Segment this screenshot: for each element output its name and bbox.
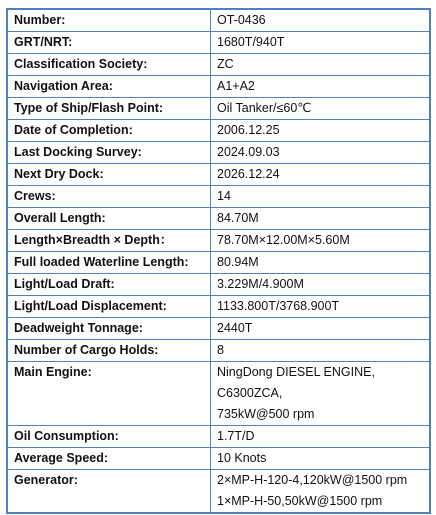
spec-value — [211, 164, 430, 186]
spec-row — [8, 208, 429, 230]
spec-row — [8, 274, 429, 296]
spec-value-line: OT-0436 — [217, 13, 266, 27]
spec-row — [8, 76, 429, 98]
spec-value-line: 78.70M×12.00M×5.60M — [217, 233, 350, 247]
spec-row — [8, 10, 429, 32]
spec-value-line: 1.7T/D — [217, 429, 255, 443]
spec-value-line: 2440T — [217, 321, 253, 335]
spec-value — [211, 252, 430, 274]
spec-row — [8, 98, 429, 120]
spec-value-line: 1×MP-H-50,50kW@1500 rpm — [217, 494, 383, 508]
spec-value-line: Oil Tanker/≤60℃ — [217, 101, 312, 115]
spec-value-line: 1680T/940T — [217, 35, 285, 49]
spec-label: Type of Ship/Flash Point: — [8, 98, 211, 120]
spec-row — [8, 426, 429, 448]
spec-value-line: 10 Knots — [217, 451, 267, 465]
spec-value — [211, 426, 430, 448]
spec-value-line: 2026.12.24 — [217, 167, 280, 181]
spec-value — [211, 76, 430, 98]
spec-value-line: 3.229M/4.900M — [217, 277, 304, 291]
spec-row — [8, 164, 429, 186]
spec-value-line: C6300ZCA, — [217, 386, 283, 400]
spec-table-body — [8, 10, 429, 512]
spec-row — [8, 142, 429, 164]
spec-row — [8, 230, 429, 252]
spec-value-line: ZC — [217, 57, 234, 71]
spec-label: Length×Breadth × Depth： — [8, 230, 211, 252]
spec-value — [211, 274, 430, 296]
spec-label: Number: — [8, 10, 211, 32]
spec-row — [8, 296, 429, 318]
spec-row — [8, 252, 429, 274]
spec-row — [8, 470, 429, 513]
spec-value — [211, 98, 430, 120]
ship-spec-table — [8, 10, 429, 512]
ship-spec-sheet — [6, 8, 431, 514]
spec-label: Light/Load Draft: — [8, 274, 211, 296]
spec-value-line: 14 — [217, 189, 231, 203]
spec-value — [211, 54, 430, 76]
spec-value-line: 2006.12.25 — [217, 123, 280, 137]
spec-value — [211, 470, 430, 513]
spec-row — [8, 186, 429, 208]
spec-value — [211, 208, 430, 230]
spec-value — [211, 120, 430, 142]
spec-label: Deadweight Tonnage: — [8, 318, 211, 340]
spec-label: Generator: — [8, 470, 211, 513]
spec-label: Full loaded Waterline Length: — [8, 252, 211, 274]
spec-label: Next Dry Dock: — [8, 164, 211, 186]
spec-value — [211, 448, 430, 470]
spec-row — [8, 340, 429, 362]
spec-value-line: 1133.800T/3768.900T — [217, 299, 340, 313]
spec-value — [211, 186, 430, 208]
spec-value-line: 2024.09.03 — [217, 145, 280, 159]
spec-label: Oil Consumption: — [8, 426, 211, 448]
spec-label: Classification Society: — [8, 54, 211, 76]
spec-label: Main Engine: — [8, 362, 211, 426]
spec-row — [8, 318, 429, 340]
spec-row — [8, 54, 429, 76]
spec-row — [8, 120, 429, 142]
spec-value-line: 2×MP-H-120-4,120kW@1500 rpm — [217, 473, 408, 487]
spec-value — [211, 296, 430, 318]
spec-value-line: 84.70M — [217, 211, 259, 225]
spec-label: Last Docking Survey: — [8, 142, 211, 164]
spec-value — [211, 230, 430, 252]
spec-value — [211, 142, 430, 164]
spec-value-line: NingDong DIESEL ENGINE, — [217, 365, 375, 379]
spec-label: GRT/NRT: — [8, 32, 211, 54]
spec-value — [211, 10, 430, 32]
spec-row — [8, 448, 429, 470]
spec-label: Number of Cargo Holds: — [8, 340, 211, 362]
spec-value — [211, 340, 430, 362]
spec-value — [211, 318, 430, 340]
spec-value-line: 8 — [217, 343, 224, 357]
spec-label: Date of Completion: — [8, 120, 211, 142]
spec-label: Navigation Area: — [8, 76, 211, 98]
spec-label: Light/Load Displacement: — [8, 296, 211, 318]
spec-value-line: 80.94M — [217, 255, 259, 269]
spec-value-line: A1+A2 — [217, 79, 255, 93]
spec-label: Crews: — [8, 186, 211, 208]
spec-row — [8, 32, 429, 54]
spec-label: Overall Length: — [8, 208, 211, 230]
spec-label: Average Speed: — [8, 448, 211, 470]
spec-row — [8, 362, 429, 426]
spec-value-line: 735kW@500 rpm — [217, 407, 315, 421]
spec-value — [211, 32, 430, 54]
spec-value — [211, 362, 430, 426]
